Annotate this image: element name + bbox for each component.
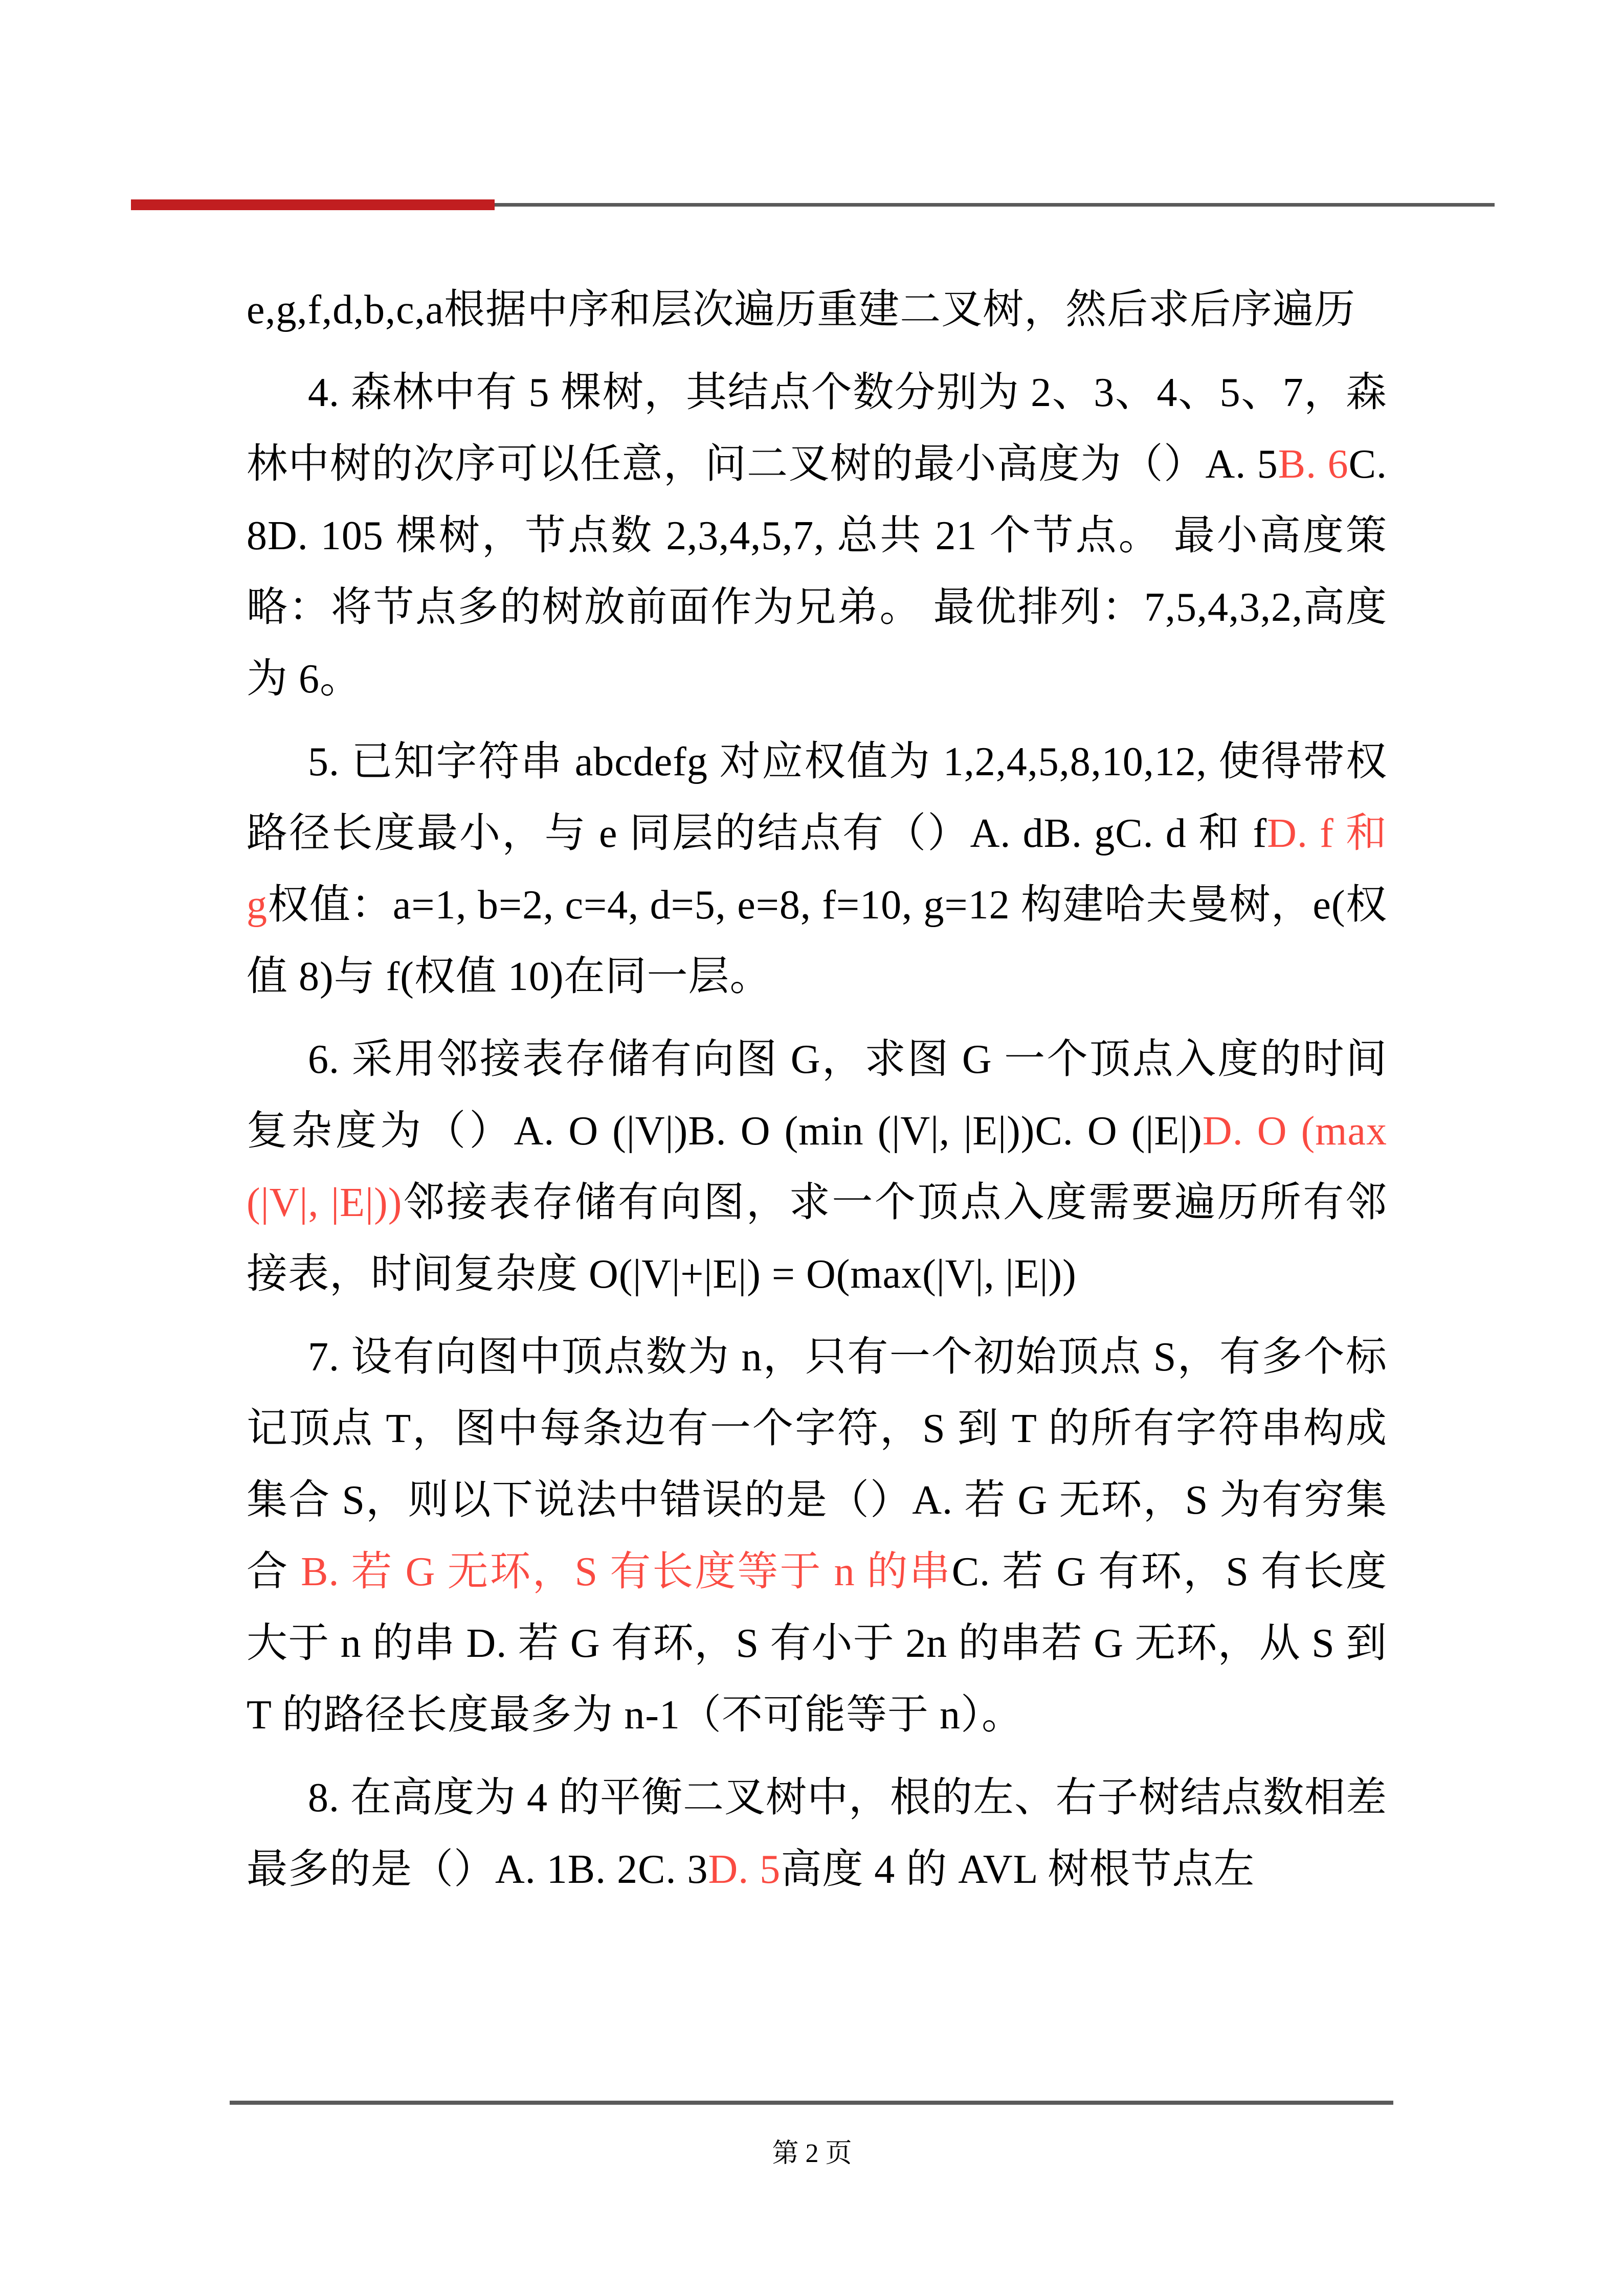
text-run: 5. 已知字符串 abcdefg 对应权值为 1,2,4,5,8,10,12, 使得带权路径长度最小，与 e 同层的结点有（）A. dB. gC. d 和 f — [247, 739, 1387, 856]
text-run: 8. 在高度为 4 的平衡二叉树中，根的左、右子树结点数相差最多的是（）A. 1B. 2C. 3 — [247, 1775, 1387, 1892]
answer-text-run: D. O (max (|V|, |E|)) — [247, 1109, 1388, 1225]
paragraph-question-7 — [247, 1321, 1387, 1751]
header-rule-line — [495, 203, 1495, 207]
page-number-label: 第 2 页 — [772, 2139, 852, 2168]
paragraph-question-4 — [247, 357, 1387, 715]
answer-text-run: D. 5 — [708, 1847, 781, 1892]
text-run: C. 若 G 有环，S 有长度大于 n 的串 D. 若 G 有环，S 有小于 2n 的串若 G 无环，从 S 到 T 的路径长度最多为 n-1（不可能等于 n）。 — [247, 1549, 1388, 1738]
text-run: 4. 森林中有 5 棵树，其结点个数分别为 2、3、4、5、7，森林中树的次序可以任意，问二叉树的最小高度为（）A. 5 — [247, 370, 1387, 487]
paragraph-question-5 — [247, 726, 1387, 1012]
text-run: 6. 采用邻接表存储有向图 G，求图 G 一个顶点入度的时间复杂度为（）A. O (|V|)B. O (min (|V|, |E|))C. O (|E|) — [247, 1037, 1387, 1154]
text-run: 7. 设有向图中顶点数为 n，只有一个初始顶点 S，有多个标记顶点 T，图中每条边有一个字符，S 到 T 的所有字符串构成集合 S，则以下说法中错误的是（）A. 若 G 无环，S 为有穷集合 — [247, 1335, 1387, 1594]
document-body — [247, 274, 1387, 1917]
paragraph-question-8 — [247, 1762, 1387, 1905]
paragraph-continuation-q3 — [247, 274, 1387, 346]
paragraph-question-6 — [247, 1024, 1387, 1310]
header-accent-bar — [131, 199, 495, 210]
text-run: e,g,f,d,b,c,a根据中序和层次遍历重建二叉树，然后求后序遍历 — [247, 287, 1356, 332]
text-run: 高度 4 的 AVL 树根节点左 — [781, 1847, 1255, 1892]
text-run: C. 8D. 105 棵树，节点数 2,3,4,5,7, 总共 21 个节点。 最小高度策略：将节点多的树放前面作为兄弟。 最优排列：7,5,4,3,2,高度为 6。 — [247, 442, 1387, 702]
answer-text-run: B. 若 G 无环，S 有长度等于 n 的串 — [301, 1549, 952, 1594]
answer-text-run: B. 6 — [1278, 442, 1349, 487]
footer-rule-line — [230, 2101, 1393, 2105]
text-run: 权值：a=1, b=2, c=4, d=5, e=8, f=10, g=12 构建哈夫曼树，e(权值 8)与 f(权值 10)在同一层。 — [247, 883, 1387, 999]
answer-text-run: D. f 和 g — [247, 811, 1387, 928]
text-run: 邻接表存储有向图，求一个顶点入度需要遍历所有邻接表，时间复杂度 O(|V|+|E|) = O(max(|V|, |E|)) — [247, 1180, 1388, 1297]
